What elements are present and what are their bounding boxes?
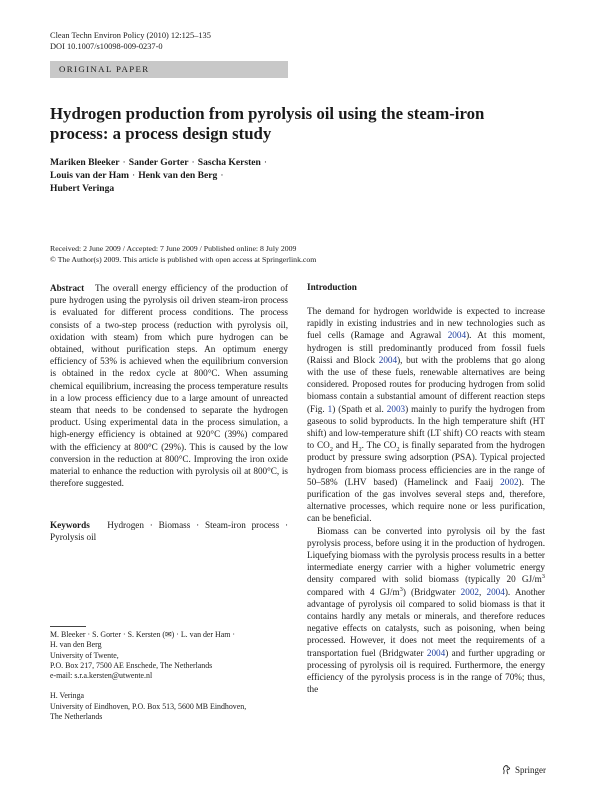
author-separator: · (122, 157, 126, 168)
citation-link[interactable]: 2004 (378, 354, 398, 365)
affiliation-line: University of Twente, (50, 650, 119, 660)
author-line-2 (50, 169, 350, 182)
citation-link[interactable]: 2002 (460, 586, 479, 597)
intro-paragraph-1 (307, 305, 545, 525)
author-name: Mariken Bleeker (50, 157, 120, 168)
affiliation-line: The Netherlands (50, 712, 103, 722)
abstract-text: The overall energy efficiency of the production of pure hydrogen using the pyrolysis oil driven steam-iron process is evaluated for different process conditions. The process consists of a two-step process (reduction with pyrolysis oil, oxidation with steam) from which pure hydrogen can be obtained, without purification steps. An optimum energy efficiency of 53% is achieved when the equilibrium conversion is obtained in the redox cycle at 800°C. When assuming chemical equilibrium, increasing the process temperature results in a low process efficiency due to a large amount of unreacted steam that needs to be condensed to separate the hydrogen product. Using experimental data in the process simulation, a high-energy efficiency is obtained at 920°C (39%) compared with the efficiency at 800°C (29%). This is caused by the low conversion in the reduction at 800°C. Improving the iron oxide material to enhance the reduction with pyrolysis oil at 800°C, is therefore suggested. (50, 283, 288, 489)
superscript: 3 (399, 585, 403, 593)
text-run: is finally separated from the hydrogen product by pressure swing adsorption (PSA). Typical projected hydrogen from biomass process efficiencies are in the range of 50–58% (LHV based) (Hamelinck and Faaij (307, 440, 545, 487)
affiliation-spacer (50, 681, 300, 691)
author-separator: · (263, 157, 268, 168)
subscript: 2 (396, 446, 400, 454)
text-run: , (479, 586, 487, 597)
intro-paragraph-2 (307, 525, 545, 696)
author-separator: · (220, 170, 224, 181)
subscript: 2 (329, 446, 333, 454)
publisher-name: Springer (515, 764, 546, 775)
affiliation-line: H. van den Berg (50, 640, 102, 650)
author-line-3 (50, 182, 350, 195)
author-name: Louis van der Ham (50, 170, 129, 181)
text-run: ), but with the problems that go along with the use of these fuels, renewable alternatives are being considered. Proposed routes for producing hydrogen from solid biomass contain a substantial amount of different reaction steps (Fig. (307, 354, 545, 414)
author-line-1 (50, 156, 350, 169)
affiliation-line: P.O. Box 217, 7500 AE Enschede, The Netherlands (50, 660, 213, 670)
introduction-body (307, 305, 545, 696)
affiliation-line: M. Bleeker · S. Gorter · S. Kersten (✉) · L. van der Ham · (50, 630, 235, 639)
abstract-section (50, 282, 288, 489)
journal-doi: DOI 10.1007/s10098-009-0237-0 (50, 42, 163, 51)
paper-title: Hydrogen production from pyrolysis oil using the steam-iron process: a process design study (50, 104, 485, 143)
journal-header (50, 30, 211, 52)
text-run: ). Another advantage of pyrolysis oil compared to solid biomass is that it contains hardly any metals or minerals, and therefore reduces negative effects on catalysts, such as poisoning, when being processed. However, it does not meet the requirements of a transportation fuel (Bridgwater (307, 586, 545, 658)
citation-link[interactable]: 2003 (386, 403, 406, 414)
article-type-label: ORIGINAL PAPER (59, 64, 150, 74)
copyright-line: © The Author(s) 2009. This article is published with open access at Springerlink.com (50, 254, 317, 264)
text-run: compared with 4 GJ/m (307, 586, 400, 597)
introduction-heading: Introduction (307, 282, 357, 292)
abstract-heading: Abstract (50, 283, 85, 293)
author-name: Henk van den Berg (138, 170, 218, 181)
author-name: Sander Gorter (128, 157, 189, 168)
author-name: Hubert Veringa (50, 183, 115, 194)
text-run: ) (Spath et al. (332, 403, 387, 414)
superscript: 3 (541, 573, 545, 581)
citation-link[interactable]: 2004 (426, 647, 446, 658)
citation-link[interactable]: 2002 (500, 476, 519, 487)
keywords-heading: Keywords (50, 520, 90, 530)
text-run: ). The purification of the gas involves several steps and, therefore, alternative processes, which require none or less purification, can be beneficial. (307, 476, 545, 524)
text-run: Biomass can be converted into pyrolysis oil by the fast pyrolysis process, before using it in the production of hydrogen. Liquefying biomass with the pyrolysis process results in a better intermediate energy carrier with a higher volumetric energy density compared with solid biomass (typically 20 GJ/m (307, 525, 545, 585)
author-name: Sascha Kersten (197, 157, 261, 168)
citation-link[interactable]: 2004 (447, 330, 467, 341)
publisher-logo (501, 764, 546, 775)
keywords-text: Hydrogen · Biomass · Steam-iron process · Pyrolysis oil (50, 520, 289, 543)
affiliation-line: University of Eindhoven, P.O. Box 513, 5600 MB Eindhoven, (50, 701, 247, 711)
text-run: ). At this moment, hydrogen is still predominantly produced from fossil fuels (Raissi and Block (307, 330, 546, 365)
article-type-banner (50, 61, 288, 78)
text-run: ) (Bridgwater (402, 586, 461, 597)
author-separator: · (131, 170, 136, 181)
author-separator: · (191, 157, 195, 168)
journal-citation: Clean Techn Environ Policy (2010) 12:125–135 (50, 31, 211, 40)
text-run: The demand for hydrogen worldwide is expected to increase rapidly in existing industries and in new technologies such as fuel cells (Ramage and Agrawal (307, 306, 545, 341)
received-dates: Received: 2 June 2009 / Accepted: 7 June 2009 / Published online: 8 July 2009 (50, 244, 297, 253)
affiliation-line: H. Veringa (50, 691, 85, 701)
affiliations-footnote (50, 630, 300, 722)
text-run: ) mainly to purify the hydrogen from gaseous to solid byproducts. In the high temperature shift (HT shift) and low-temperature shift (LT shift) CO reacts with steam to CO (307, 403, 545, 451)
text-run: . The CO (361, 440, 397, 451)
footnote-divider (50, 626, 86, 627)
contact-email[interactable]: e-mail: s.r.a.kersten@utwente.nl (50, 671, 153, 681)
text-run: and H (332, 440, 359, 451)
keywords-section (50, 519, 288, 543)
author-list (50, 156, 350, 195)
springer-horse-icon (501, 764, 512, 775)
text-run: ) and further upgrading or processing of pyrolysis oil is required. Furthermore, the energy efficiency of the pyrolysis process is in the range of 70%; thus, the (307, 647, 545, 695)
figure-link[interactable]: 1 (327, 403, 333, 414)
citation-link[interactable]: 2004 (486, 586, 505, 597)
subscript: 2 (358, 446, 362, 454)
publication-history (50, 244, 316, 265)
